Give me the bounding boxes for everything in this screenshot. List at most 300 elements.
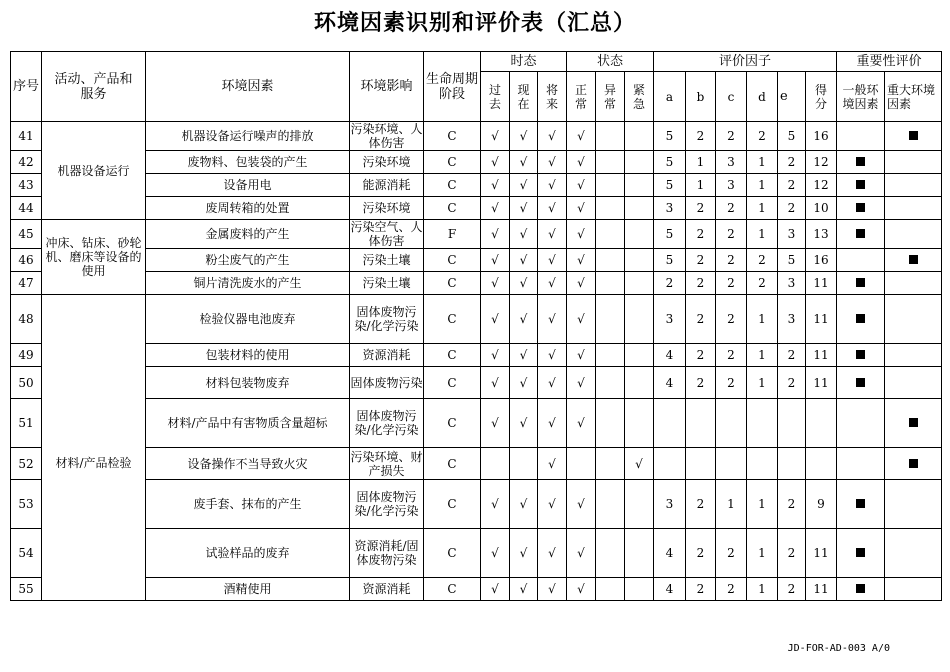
abnormal-cell bbox=[596, 174, 625, 197]
d-cell bbox=[747, 448, 778, 480]
table-row bbox=[11, 122, 942, 151]
now-cell: √ bbox=[510, 151, 538, 174]
impact-cell: 资源消耗/固体废物污染 bbox=[350, 529, 424, 578]
header-state-emergency: 紧急 bbox=[625, 72, 654, 122]
emergency-cell bbox=[625, 272, 654, 295]
past-cell: √ bbox=[481, 344, 510, 367]
a-cell bbox=[654, 399, 686, 448]
major-mark-icon bbox=[909, 131, 918, 140]
impact-cell: 污染土壤 bbox=[350, 249, 424, 272]
future-cell: √ bbox=[538, 295, 567, 344]
score-cell: 11 bbox=[806, 272, 837, 295]
e-cell: 3 bbox=[778, 220, 806, 249]
general-mark-icon bbox=[856, 378, 865, 387]
header-activity: 活动、产品和服务 bbox=[42, 52, 146, 122]
activity-group-cell: 机器设备运行 bbox=[42, 122, 146, 220]
header-d: d bbox=[747, 72, 778, 122]
past-cell: √ bbox=[481, 249, 510, 272]
future-cell: √ bbox=[538, 122, 567, 151]
emergency-cell bbox=[625, 151, 654, 174]
a-cell: 5 bbox=[654, 174, 686, 197]
lc-cell: C bbox=[424, 480, 481, 529]
now-cell: √ bbox=[510, 295, 538, 344]
d-cell: 1 bbox=[747, 174, 778, 197]
e-cell bbox=[778, 448, 806, 480]
b-cell bbox=[686, 399, 716, 448]
a-cell: 5 bbox=[654, 249, 686, 272]
lc-cell: C bbox=[424, 295, 481, 344]
table-row bbox=[11, 399, 942, 448]
normal-cell: √ bbox=[567, 480, 596, 529]
e-cell: 2 bbox=[778, 344, 806, 367]
header-b: b bbox=[686, 72, 716, 122]
major-cell bbox=[885, 367, 942, 399]
future-cell: √ bbox=[538, 578, 567, 601]
e-cell: 3 bbox=[778, 295, 806, 344]
general-mark-icon bbox=[856, 229, 865, 238]
b-cell: 2 bbox=[686, 272, 716, 295]
abnormal-cell bbox=[596, 344, 625, 367]
general-cell bbox=[837, 367, 885, 399]
lc-cell: C bbox=[424, 272, 481, 295]
abnormal-cell bbox=[596, 249, 625, 272]
lc-cell: C bbox=[424, 448, 481, 480]
table-row bbox=[11, 367, 942, 399]
future-cell: √ bbox=[538, 367, 567, 399]
general-cell bbox=[837, 480, 885, 529]
past-cell: √ bbox=[481, 480, 510, 529]
c-cell: 2 bbox=[716, 122, 747, 151]
table-row bbox=[11, 529, 942, 578]
score-cell: 12 bbox=[806, 151, 837, 174]
factor-cell: 材料包装物废弃 bbox=[146, 367, 350, 399]
major-cell bbox=[885, 220, 942, 249]
c-cell: 3 bbox=[716, 174, 747, 197]
general-mark-icon bbox=[856, 548, 865, 557]
emergency-cell bbox=[625, 249, 654, 272]
impact-cell: 能源消耗 bbox=[350, 174, 424, 197]
evaluation-table bbox=[10, 51, 942, 601]
impact-cell: 污染环境、人体伤害 bbox=[350, 122, 423, 150]
c-cell: 2 bbox=[716, 272, 747, 295]
table-row bbox=[11, 295, 942, 344]
factor-cell: 废周转箱的处置 bbox=[146, 197, 350, 220]
lc-cell: C bbox=[424, 174, 481, 197]
general-cell bbox=[837, 578, 885, 601]
normal-cell: √ bbox=[567, 272, 596, 295]
b-cell: 2 bbox=[686, 367, 716, 399]
e-cell: 2 bbox=[778, 578, 806, 601]
row-number: 47 bbox=[11, 272, 42, 295]
table-row bbox=[11, 174, 942, 197]
impact-cell: 污染土壤 bbox=[350, 272, 424, 295]
activity-group-cell: 冲床、钻床、砂轮机、磨床等设备的使用 bbox=[42, 220, 146, 295]
general-cell bbox=[837, 448, 885, 480]
c-cell: 3 bbox=[716, 151, 747, 174]
major-mark-icon bbox=[909, 418, 918, 427]
major-cell bbox=[885, 174, 942, 197]
past-cell: √ bbox=[481, 399, 510, 448]
major-cell bbox=[885, 197, 942, 220]
header-factor: 环境因素 bbox=[146, 52, 350, 122]
emergency-cell bbox=[625, 367, 654, 399]
past-cell: √ bbox=[481, 122, 510, 151]
general-mark-icon bbox=[856, 499, 865, 508]
d-cell: 2 bbox=[747, 122, 778, 151]
past-cell bbox=[481, 448, 510, 480]
header-general: 一般环境因素 bbox=[837, 72, 885, 122]
row-number: 55 bbox=[11, 578, 42, 601]
now-cell: √ bbox=[510, 249, 538, 272]
major-cell bbox=[885, 122, 942, 151]
header-impact: 环境影响 bbox=[350, 52, 424, 122]
general-cell bbox=[837, 220, 885, 249]
b-cell: 2 bbox=[686, 220, 716, 249]
now-cell: √ bbox=[510, 578, 538, 601]
normal-cell: √ bbox=[567, 367, 596, 399]
impact-cell: 资源消耗 bbox=[350, 344, 424, 367]
score-cell: 11 bbox=[806, 367, 837, 399]
factor-cell: 酒精使用 bbox=[146, 578, 350, 601]
factor-cell: 设备用电 bbox=[146, 174, 350, 197]
abnormal-cell bbox=[596, 578, 625, 601]
header-no: 序号 bbox=[11, 52, 42, 122]
normal-cell: √ bbox=[567, 174, 596, 197]
d-cell: 1 bbox=[747, 295, 778, 344]
e-cell: 2 bbox=[778, 367, 806, 399]
c-cell: 2 bbox=[716, 529, 747, 578]
e-cell bbox=[778, 399, 806, 448]
future-cell: √ bbox=[538, 151, 567, 174]
header-tense-now: 现在 bbox=[510, 72, 538, 122]
major-cell bbox=[885, 295, 942, 344]
a-cell: 3 bbox=[654, 480, 686, 529]
d-cell: 1 bbox=[747, 529, 778, 578]
e-cell: 5 bbox=[778, 249, 806, 272]
header-importance: 重要性评价 bbox=[837, 52, 942, 72]
normal-cell: √ bbox=[567, 578, 596, 601]
a-cell: 5 bbox=[654, 151, 686, 174]
general-cell bbox=[837, 399, 885, 448]
score-cell bbox=[806, 399, 837, 448]
past-cell: √ bbox=[481, 174, 510, 197]
c-cell: 2 bbox=[716, 220, 747, 249]
now-cell bbox=[510, 448, 538, 480]
general-mark-icon bbox=[856, 584, 865, 593]
score-cell: 11 bbox=[806, 344, 837, 367]
score-cell: 11 bbox=[806, 578, 837, 601]
b-cell: 1 bbox=[686, 151, 716, 174]
c-cell: 2 bbox=[716, 197, 747, 220]
lc-cell: C bbox=[424, 344, 481, 367]
activity-group-cell: 材料/产品检验 bbox=[42, 295, 146, 601]
abnormal-cell bbox=[596, 529, 625, 578]
major-cell bbox=[885, 448, 942, 480]
lc-cell: C bbox=[424, 367, 481, 399]
table-row bbox=[11, 578, 942, 601]
a-cell: 4 bbox=[654, 344, 686, 367]
a-cell: 3 bbox=[654, 197, 686, 220]
general-cell bbox=[837, 344, 885, 367]
table-row bbox=[11, 344, 942, 367]
normal-cell: √ bbox=[567, 197, 596, 220]
score-cell: 11 bbox=[806, 529, 837, 578]
past-cell: √ bbox=[481, 295, 510, 344]
d-cell: 1 bbox=[747, 480, 778, 529]
general-mark-icon bbox=[856, 157, 865, 166]
score-cell: 11 bbox=[806, 295, 837, 344]
general-cell bbox=[837, 122, 885, 151]
future-cell: √ bbox=[538, 529, 567, 578]
score-cell: 16 bbox=[806, 249, 837, 272]
impact-cell: 固体废物污染/化学污染 bbox=[350, 295, 424, 344]
abnormal-cell bbox=[596, 480, 625, 529]
general-cell bbox=[837, 249, 885, 272]
row-number: 48 bbox=[11, 295, 42, 344]
d-cell bbox=[747, 399, 778, 448]
table-row bbox=[11, 220, 942, 249]
b-cell: 2 bbox=[686, 249, 716, 272]
emergency-cell bbox=[625, 197, 654, 220]
b-cell: 2 bbox=[686, 197, 716, 220]
e-cell: 5 bbox=[778, 122, 806, 151]
general-cell bbox=[837, 529, 885, 578]
factor-cell: 材料/产品中有害物质含量超标 bbox=[146, 399, 350, 448]
page-title: 环境因素识别和评价表（汇总） bbox=[313, 11, 636, 36]
future-cell: √ bbox=[538, 220, 567, 249]
header-lifecycle: 生命周期阶段 bbox=[424, 52, 481, 122]
c-cell: 1 bbox=[716, 480, 747, 529]
now-cell: √ bbox=[510, 367, 538, 399]
e-cell: 2 bbox=[778, 174, 806, 197]
a-cell: 3 bbox=[654, 295, 686, 344]
d-cell: 1 bbox=[747, 344, 778, 367]
general-cell bbox=[837, 197, 885, 220]
header-a: a bbox=[654, 72, 686, 122]
d-cell: 1 bbox=[747, 220, 778, 249]
normal-cell: √ bbox=[567, 529, 596, 578]
future-cell: √ bbox=[538, 174, 567, 197]
future-cell: √ bbox=[538, 480, 567, 529]
past-cell: √ bbox=[481, 578, 510, 601]
table-body bbox=[11, 122, 942, 601]
score-cell: 9 bbox=[806, 480, 837, 529]
future-cell: √ bbox=[538, 197, 567, 220]
normal-cell: √ bbox=[567, 344, 596, 367]
d-cell: 1 bbox=[747, 151, 778, 174]
score-cell: 10 bbox=[806, 197, 837, 220]
normal-cell: √ bbox=[567, 249, 596, 272]
c-cell: 2 bbox=[716, 249, 747, 272]
impact-cell: 资源消耗 bbox=[350, 578, 424, 601]
major-cell bbox=[885, 578, 942, 601]
abnormal-cell bbox=[596, 448, 625, 480]
now-cell: √ bbox=[510, 174, 538, 197]
header-state-normal: 正常 bbox=[567, 72, 596, 122]
lc-cell: C bbox=[424, 249, 481, 272]
row-number: 43 bbox=[11, 174, 42, 197]
general-mark-icon bbox=[856, 350, 865, 359]
row-number: 51 bbox=[11, 399, 42, 448]
row-number: 52 bbox=[11, 448, 42, 480]
impact-cell: 固体废物污染/化学污染 bbox=[350, 399, 424, 448]
c-cell: 2 bbox=[716, 367, 747, 399]
c-cell bbox=[716, 448, 747, 480]
b-cell: 2 bbox=[686, 480, 716, 529]
a-cell: 5 bbox=[654, 220, 686, 249]
d-cell: 2 bbox=[747, 249, 778, 272]
abnormal-cell bbox=[596, 295, 625, 344]
c-cell: 2 bbox=[716, 344, 747, 367]
impact-cell: 固体废物污染/化学污染 bbox=[350, 480, 424, 529]
header-e: e bbox=[778, 72, 806, 122]
impact-cell: 污染环境、财产损失 bbox=[350, 449, 423, 478]
c-cell: 2 bbox=[716, 578, 747, 601]
b-cell: 1 bbox=[686, 174, 716, 197]
table-row bbox=[11, 480, 942, 529]
general-mark-icon bbox=[856, 203, 865, 212]
header-tense-future: 将来 bbox=[538, 72, 567, 122]
abnormal-cell bbox=[596, 151, 625, 174]
major-cell bbox=[885, 529, 942, 578]
now-cell: √ bbox=[510, 480, 538, 529]
impact-cell: 固体废物污染 bbox=[350, 367, 424, 399]
now-cell: √ bbox=[510, 529, 538, 578]
past-cell: √ bbox=[481, 272, 510, 295]
e-cell: 2 bbox=[778, 151, 806, 174]
score-cell: 12 bbox=[806, 174, 837, 197]
lc-cell: C bbox=[424, 578, 481, 601]
row-number: 44 bbox=[11, 197, 42, 220]
score-cell: 16 bbox=[806, 122, 837, 151]
general-cell bbox=[837, 295, 885, 344]
a-cell: 2 bbox=[654, 272, 686, 295]
abnormal-cell bbox=[596, 197, 625, 220]
lc-cell: F bbox=[424, 220, 481, 249]
table-row bbox=[11, 448, 942, 480]
factor-cell: 金属废料的产生 bbox=[146, 220, 350, 249]
general-mark-icon bbox=[856, 180, 865, 189]
score-cell: 13 bbox=[806, 220, 837, 249]
lc-cell: C bbox=[424, 399, 481, 448]
past-cell: √ bbox=[481, 220, 510, 249]
row-number: 45 bbox=[11, 220, 42, 249]
general-cell bbox=[837, 174, 885, 197]
e-cell: 2 bbox=[778, 197, 806, 220]
emergency-cell bbox=[625, 529, 654, 578]
a-cell: 4 bbox=[654, 367, 686, 399]
past-cell: √ bbox=[481, 529, 510, 578]
a-cell: 5 bbox=[654, 122, 686, 151]
table-row bbox=[11, 197, 942, 220]
b-cell bbox=[686, 448, 716, 480]
now-cell: √ bbox=[510, 272, 538, 295]
d-cell: 1 bbox=[747, 367, 778, 399]
header-tense: 时态 bbox=[481, 52, 567, 72]
row-number: 46 bbox=[11, 249, 42, 272]
header-major: 重大环境因素 bbox=[885, 72, 942, 122]
c-cell: 2 bbox=[716, 295, 747, 344]
emergency-cell bbox=[625, 295, 654, 344]
header-state-abnormal: 异常 bbox=[596, 72, 625, 122]
b-cell: 2 bbox=[686, 344, 716, 367]
b-cell: 2 bbox=[686, 529, 716, 578]
now-cell: √ bbox=[510, 122, 538, 151]
header-score: 得分 bbox=[806, 72, 837, 122]
table-row bbox=[11, 249, 942, 272]
row-number: 53 bbox=[11, 480, 42, 529]
major-mark-icon bbox=[909, 255, 918, 264]
abnormal-cell bbox=[596, 122, 625, 151]
emergency-cell bbox=[625, 122, 654, 151]
a-cell bbox=[654, 448, 686, 480]
row-number: 54 bbox=[11, 529, 42, 578]
normal-cell: √ bbox=[567, 295, 596, 344]
header-state: 状态 bbox=[567, 52, 654, 72]
now-cell: √ bbox=[510, 220, 538, 249]
impact-cell: 污染空气、人体伤害 bbox=[350, 220, 423, 248]
header-eval: 评价因子 bbox=[654, 52, 837, 72]
now-cell: √ bbox=[510, 197, 538, 220]
lc-cell: C bbox=[424, 197, 481, 220]
abnormal-cell bbox=[596, 367, 625, 399]
general-cell bbox=[837, 151, 885, 174]
factor-cell: 检验仪器电池废弃 bbox=[146, 295, 350, 344]
emergency-cell bbox=[625, 399, 654, 448]
general-mark-icon bbox=[856, 314, 865, 323]
factor-cell: 包装材料的使用 bbox=[146, 344, 350, 367]
impact-cell: 污染环境 bbox=[350, 151, 424, 174]
future-cell: √ bbox=[538, 399, 567, 448]
normal-cell: √ bbox=[567, 399, 596, 448]
major-cell bbox=[885, 480, 942, 529]
general-cell bbox=[837, 272, 885, 295]
b-cell: 2 bbox=[686, 578, 716, 601]
factor-cell: 机器设备运行噪声的排放 bbox=[146, 122, 350, 151]
emergency-cell bbox=[625, 220, 654, 249]
factor-cell: 设备操作不当导致火灾 bbox=[146, 448, 350, 480]
future-cell: √ bbox=[538, 448, 567, 480]
past-cell: √ bbox=[481, 197, 510, 220]
factor-cell: 废手套、抹布的产生 bbox=[146, 480, 350, 529]
major-cell bbox=[885, 399, 942, 448]
d-cell: 1 bbox=[747, 578, 778, 601]
now-cell: √ bbox=[510, 399, 538, 448]
row-number: 41 bbox=[11, 122, 42, 151]
normal-cell: √ bbox=[567, 220, 596, 249]
normal-cell bbox=[567, 448, 596, 480]
past-cell: √ bbox=[481, 151, 510, 174]
a-cell: 4 bbox=[654, 529, 686, 578]
abnormal-cell bbox=[596, 399, 625, 448]
abnormal-cell bbox=[596, 272, 625, 295]
major-cell bbox=[885, 151, 942, 174]
major-cell bbox=[885, 272, 942, 295]
normal-cell: √ bbox=[567, 122, 596, 151]
now-cell: √ bbox=[510, 344, 538, 367]
table-row bbox=[11, 151, 942, 174]
header-tense-past: 过去 bbox=[481, 72, 510, 122]
c-cell bbox=[716, 399, 747, 448]
row-number: 50 bbox=[11, 367, 42, 399]
general-mark-icon bbox=[856, 278, 865, 287]
future-cell: √ bbox=[538, 272, 567, 295]
factor-cell: 粉尘废气的产生 bbox=[146, 249, 350, 272]
lc-cell: C bbox=[424, 529, 481, 578]
emergency-cell bbox=[625, 344, 654, 367]
header-c: c bbox=[716, 72, 747, 122]
impact-cell: 污染环境 bbox=[350, 197, 424, 220]
